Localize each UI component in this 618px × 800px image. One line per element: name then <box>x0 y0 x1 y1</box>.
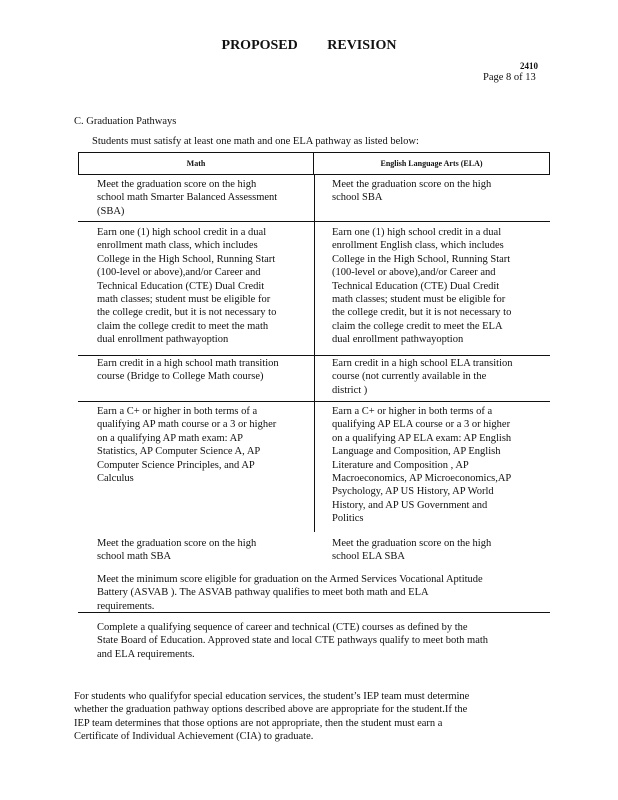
table-cell-full: Meet the minimum score eligible for graduation on the Armed Services Vocational Aptitude Battery (ASVAB ). The ASVAB pathway qualifies to meet both math and ELA requirements. <box>97 574 483 612</box>
section-heading: C. Graduation Pathways <box>74 116 177 127</box>
table-cell-ela: Earn a C+ or higher in both terms of a qualifying AP ELA course or a 3 or higher on a qualifying AP ELA exam: AP English Language and Composition, AP English Literature and Composition , AP Macroeconomics, AP Microeconomics,AP Psychology, AP US History, AP World History, and AP US Government and Politics <box>332 406 512 525</box>
table-cell-ela: Earn credit in a high school ELA transition course (not currently available in the district ) <box>332 358 513 396</box>
row-divider <box>314 355 550 356</box>
document-number: 2410 <box>520 61 538 71</box>
table-header-ela: English Language Arts (ELA) <box>314 152 550 175</box>
table-cell-math: Earn credit in a high school math transition course (Bridge to College Math course) <box>97 358 279 383</box>
footer-paragraph: For students who qualifyfor special education services, the student’s IEP team must determine whether the graduation pathway options described above are appropriate for the student.If the IEP team determines that those options are not appropriate, then the student must earn a Certificate of Individual Achievement (CIA) to graduate. <box>74 691 470 743</box>
page-number: Page 8 of 13 <box>483 72 536 83</box>
table-cell-ela: Meet the graduation score on the high school SBA <box>332 179 492 204</box>
row-divider <box>78 355 314 356</box>
document-title: PROPOSED REVISION <box>221 38 397 53</box>
table-cell-full: Complete a qualifying sequence of career and technical (CTE) courses as defined by the State Board of Education. Approved state and local CTE pathways qualify to meet both math and ELA requirements. <box>97 622 489 660</box>
table-cell-ela: Meet the graduation score on the high school ELA SBA <box>332 538 492 563</box>
table-cell-math: Meet the graduation score on the high school math SBA <box>97 538 257 563</box>
row-divider <box>78 221 314 222</box>
row-divider <box>314 401 550 402</box>
table-header-math: Math <box>78 152 314 175</box>
table-cell-math: Earn one (1) high school credit in a dual enrollment math class, which includes College in the High School, Running Start (100-level or above),and/or Career and Technical Education (CTE) Dual Credit math classes; student must be eligible for the college credit, but it is not necessary to claim the college credit to meet the math dual enrollment pathwayoption <box>97 227 277 346</box>
row-divider <box>78 401 314 402</box>
row-divider <box>314 221 550 222</box>
table-cell-math: Earn a C+ or higher in both terms of a qualifying AP math course or a 3 or higher on a qualifying AP math exam: AP Statistics, AP Computer Science A, AP Computer Science Principles, and AP Calculus <box>97 406 277 485</box>
section-intro: Students must satisfy at least one math and one ELA pathway as listed below: <box>92 136 419 147</box>
table-cell-math: Meet the graduation score on the high school math Smarter Balanced Assessment (SBA) <box>97 179 278 217</box>
column-divider <box>314 175 315 532</box>
table-cell-ela: Earn one (1) high school credit in a dual enrollment English class, which includes College in the High School, Running Start (100-level or above),and/or Career and Technical Education (CTE) Dual Credit math classes; student must be eligible for the college credit, but it is not necessary to claim the college credit to meet the ELA dual enrollment pathwayoption <box>332 227 512 346</box>
